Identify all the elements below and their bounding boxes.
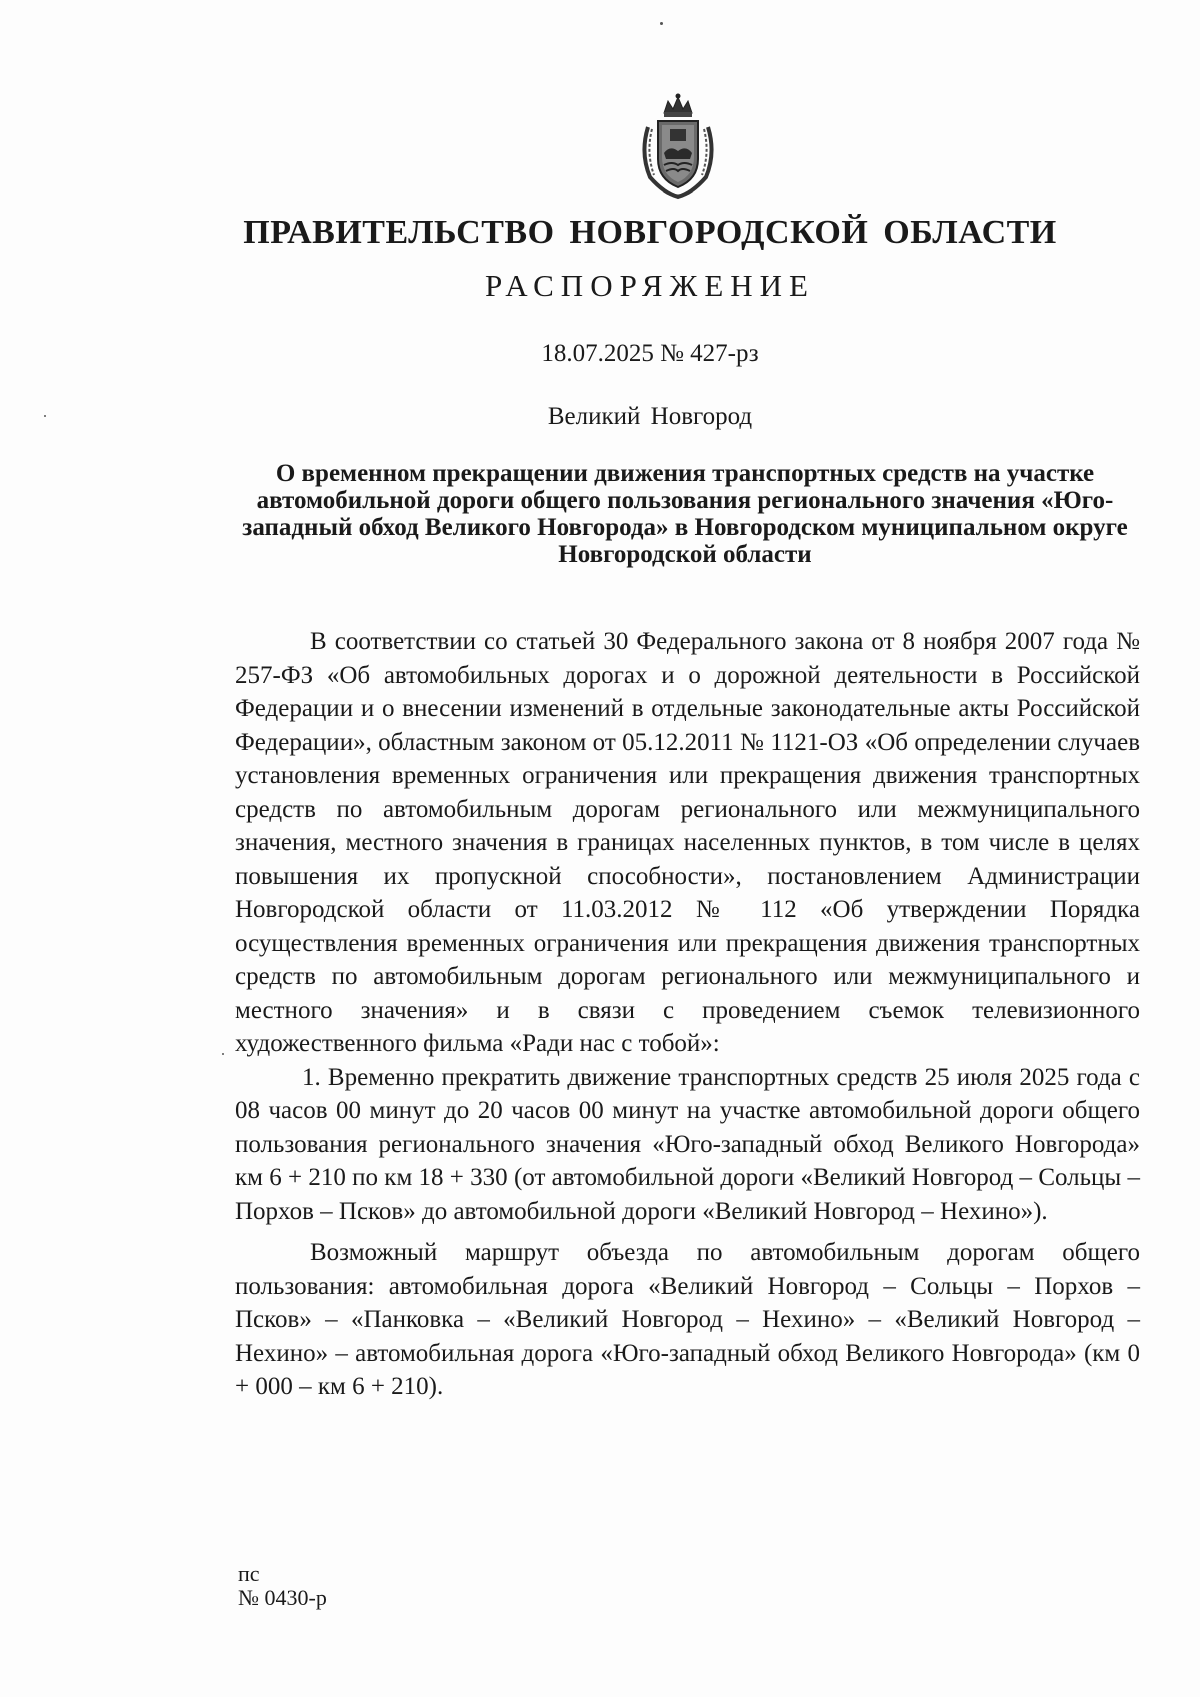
preamble-paragraph: В соответствии со статьей 30 Федерального закона от 8 ноября 2007 года № 257-ФЗ «Об автомобильных дорогах и о дорожной деятельности в Российской Федерации и о внесении изменений в отдельные законодательные акты Российской Федерации», областным законом от 05.12.2011 № 1121-ОЗ «Об определении случаев установления временных ограничения или прекращения движения транспортных средств по автомобильным дорогам регионального или межмуниципального значения, местного значения в границах населенных пунктов, в том числе в целях повышения их пропускной способности», постановлением Администрации Новгородской области от 11.03.2012 № 112 «Об утверждении Порядка осуществления временных ограничения или прекращения движения транспортных средств по автомобильным дорогам регионального или межмуниципального и местного значения» и в связи с проведением съемок телевизионного художественного фильма «Ради нас с тобой»: bbox=[235, 628, 1140, 1057]
document-date-number: 18.07.2025 № 427-рз bbox=[541, 340, 759, 367]
scan-speck bbox=[660, 22, 663, 25]
footer-line-1: пс bbox=[238, 1561, 260, 1586]
document-body bbox=[235, 625, 1140, 1404]
document-type: РАСПОРЯЖЕНИЕ bbox=[485, 268, 815, 303]
detour-route-paragraph: Возможный маршрут объезда по автомобильным дорогам общего пользования: автомобильная дорога «Великий Новгород – Сольцы – Порхов – Псков» – «Панковка – «Великий Новгород – Нехино» – «Великий Новгород – Нехино» – автомобильная дорога «Юго-западный обход Великого Новгорода» (км 0 + 000 – км 6 + 210). bbox=[235, 1239, 1140, 1400]
coat-of-arms-icon bbox=[634, 93, 722, 201]
document-city: Великий Новгород bbox=[547, 403, 753, 430]
government-title: ПРАВИТЕЛЬСТВО НОВГОРОДСКОЙ ОБЛАСТИ bbox=[243, 214, 1057, 251]
scan-speck bbox=[44, 415, 46, 417]
item-1-paragraph: 1. Временно прекратить движение транспортных средств 25 июля 2025 года с 08 часов 00 минут до 20 часов 00 минут на участке автомобильной дороги общего пользования регионального значения «Юго-западный обход Великого Новгорода» км 6 + 210 по км 18 + 330 (от автомобильной дороги «Великий Новгород – Сольцы – Порхов – Псков» до автомобильной дороги «Великий Новгород – Нехино»). bbox=[235, 1063, 1140, 1225]
footer-line-2: № 0430-р bbox=[238, 1585, 327, 1610]
footer-note bbox=[238, 1562, 327, 1610]
document-subject: О временном прекращении движения транспортных средств на участке автомобильной дороги общего пользования регионального значения «Юго-западный обход Великого Новгорода» в Новгородском муниципальном округе Новгородской области bbox=[242, 460, 1128, 568]
scan-speck bbox=[222, 1053, 224, 1055]
